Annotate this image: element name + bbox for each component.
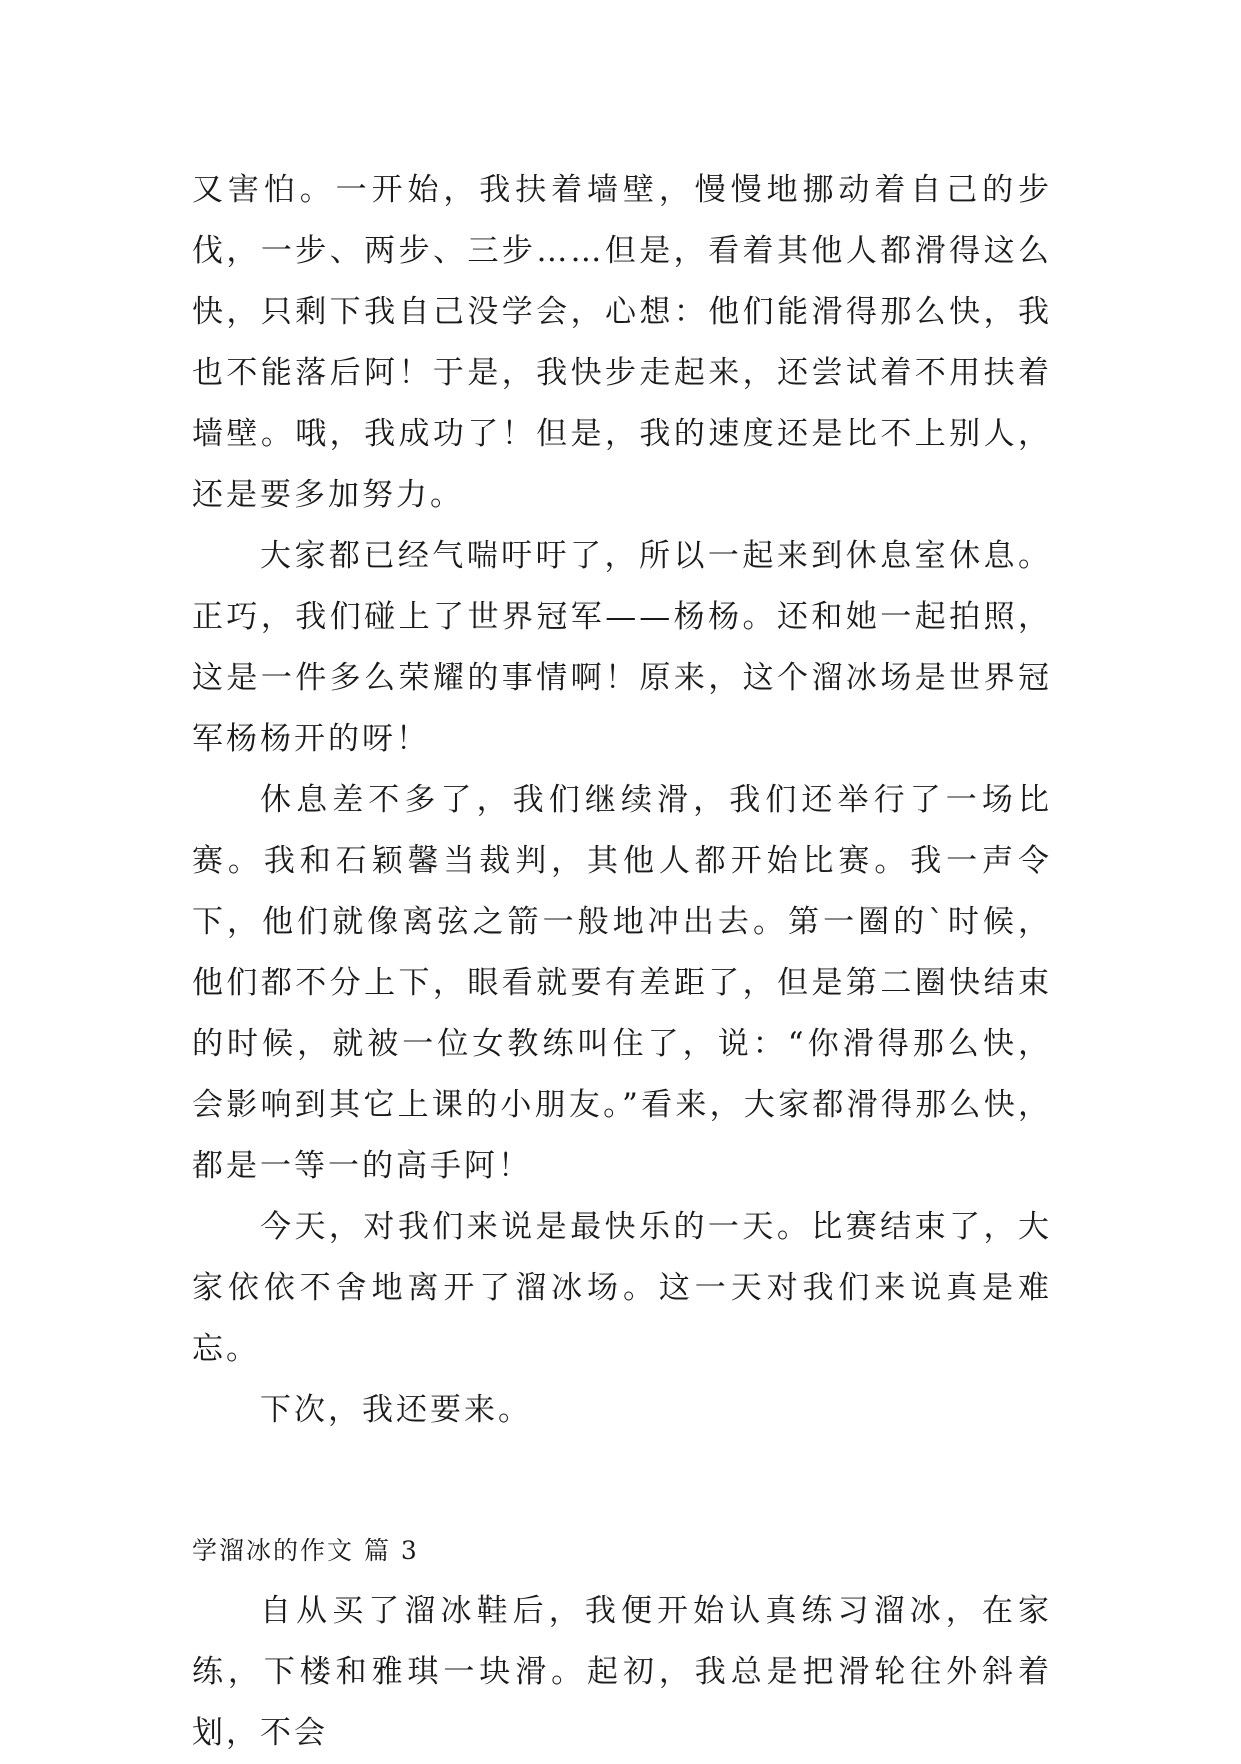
section-paragraph-1: 自从买了溜冰鞋后，我便开始认真练习溜冰，在家练，下楼和雅琪一块滑。起初，我总是把滑轮往外斜着划，不会 bbox=[192, 1593, 1052, 1751]
paragraph-1: 又害怕。一开始，我扶着墙壁，慢慢地挪动着自己的步伐，一步、两步、三步……但是，看着其他人都滑得这么快，只剩下我自己没学会，心想：他们能滑得那么快，我也不能落后阿！于是，我快步走起来，还尝试着不用扶着墙壁。哦，我成功了！但是，我的速度还是比不上别人，还是要多加努力。 bbox=[192, 172, 1052, 513]
document-body bbox=[192, 160, 1052, 1764]
paragraph-4: 今天，对我们来说是最快乐的一天。比赛结束了，大家依依不舍地离开了溜冰场。这一天对我们来说真是难忘。 bbox=[192, 1209, 1052, 1367]
paragraph-3: 休息差不多了，我们继续滑，我们还举行了一场比赛。我和石颖馨当裁判，其他人都开始比赛。我一声令下，他们就像离弦之箭一般地冲出去。第一圈的`时候，他们都不分上下，眼看就要有差距了，但是第二圈快结束的时候，就被一位女教练叫住了，说：“你滑得那么快，会影响到其它上课的小朋友。”看来，大家都滑得那么快，都是一等一的高手阿！ bbox=[192, 782, 1052, 1184]
paragraph-2: 大家都已经气喘吁吁了，所以一起来到休息室休息。正巧，我们碰上了世界冠军——杨杨。还和她一起拍照，这是一件多么荣耀的事情啊！原来，这个溜冰场是世界冠军杨杨开的呀！ bbox=[192, 538, 1052, 757]
paragraph-5: 下次，我还要来。 bbox=[260, 1392, 532, 1428]
section-title: 学溜冰的作文 篇 3 bbox=[192, 1536, 419, 1565]
